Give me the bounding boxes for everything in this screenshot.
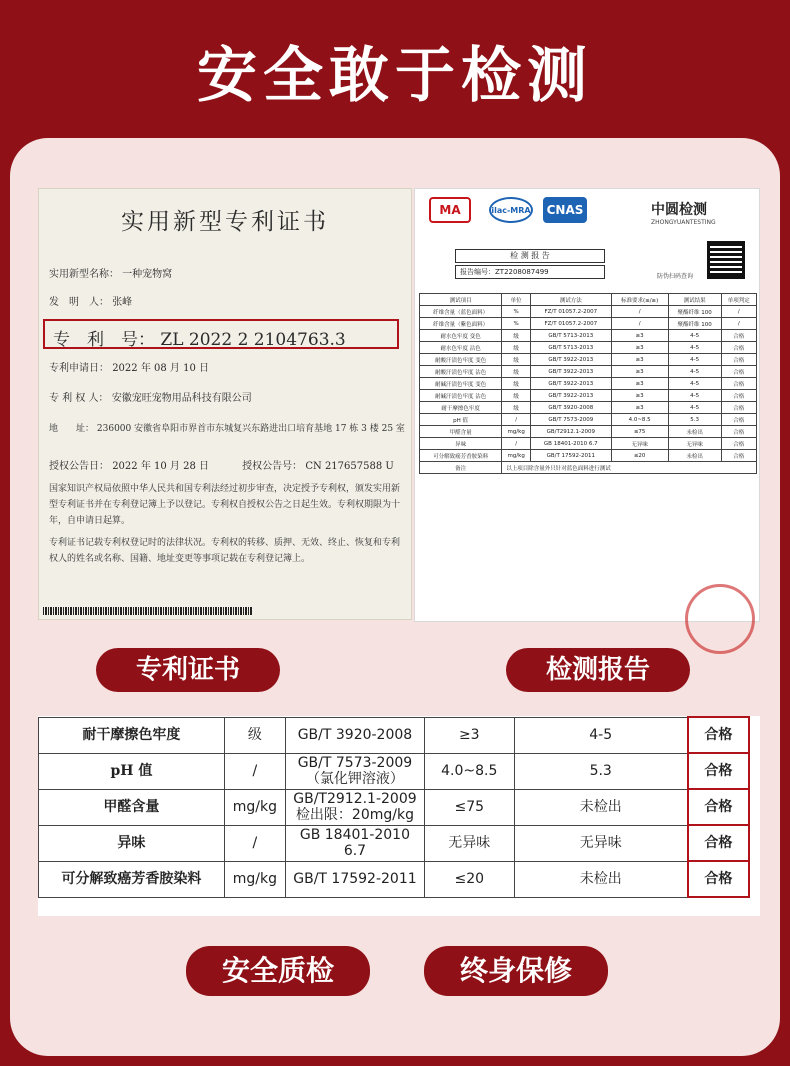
report-table-cell: 4-5 xyxy=(668,402,721,414)
report-table-cell: 4.0~8.5 xyxy=(611,414,668,426)
report-table-cell: 级 xyxy=(502,354,531,366)
report-table-cell: ≥3 xyxy=(611,378,668,390)
barcode-icon xyxy=(43,607,253,615)
zoomed-table-cell: pH 值 xyxy=(39,753,225,789)
report-table-cell: 级 xyxy=(502,330,531,342)
report-table-cell: 合格 xyxy=(721,366,756,378)
report-table-cell: 合格 xyxy=(721,426,756,438)
certificate-address-label: 地 址： xyxy=(49,424,95,434)
report-table-cell: 聚酯纤维 100 xyxy=(668,318,721,330)
report-table-cell: 合格 xyxy=(721,414,756,426)
certificate-name-label: 实用新型名称： xyxy=(49,269,119,280)
cnas-logo-icon: CNAS xyxy=(543,197,587,223)
zoomed-table-cell: mg/kg xyxy=(224,861,285,897)
report-remark-value: 以上项目除含量外只针对蓝色面料进行测试 xyxy=(502,462,757,474)
report-table-cell: GB/T 5713-2013 xyxy=(531,342,611,354)
zoomed-table-cell: 未检出 xyxy=(514,861,688,897)
zoomed-table-row xyxy=(39,753,750,789)
certificate-owner-label: 专 利 权 人： xyxy=(49,393,109,404)
report-table-cell: 甲醛含量 xyxy=(420,426,502,438)
report-table-cell: pH 值 xyxy=(420,414,502,426)
report-table-cell: 未检出 xyxy=(668,450,721,462)
report-table-cell: GB/T 5713-2013 xyxy=(531,330,611,342)
certificate-owner-row xyxy=(49,389,252,404)
report-table-cell: ≥3 xyxy=(611,366,668,378)
zoomed-table-cell: / xyxy=(224,753,285,789)
report-table-cell: GB/T 3922-2013 xyxy=(531,390,611,402)
zoomed-table-cell: 耐干摩擦色牢度 xyxy=(39,717,225,753)
certificate-patent-row xyxy=(53,325,346,350)
report-header-cell: 测试方法 xyxy=(531,294,611,306)
report-table-cell: GB/T2912.1-2009 xyxy=(531,426,611,438)
report-table-cell: 4-5 xyxy=(668,378,721,390)
certificate-grant-no-value: CN 217657588 U xyxy=(305,461,394,472)
report-number: 报告编号：ZT2208087499 xyxy=(455,265,605,279)
report-table-row xyxy=(420,414,757,426)
patent-certificate-image xyxy=(38,188,412,620)
certificate-name-row xyxy=(49,265,172,280)
report-table-cell: ≤75 xyxy=(611,426,668,438)
certificate-inventor-label: 发 明 人： xyxy=(49,297,109,308)
report-table-cell: GB/T 3922-2013 xyxy=(531,378,611,390)
report-table-cell: GB/T 17592-2011 xyxy=(531,450,611,462)
zoomed-table-cell: 4.0~8.5 xyxy=(424,753,514,789)
report-brand: 中圆检测 xyxy=(651,202,707,218)
report-header-cell: 标准要求(≤/≥) xyxy=(611,294,668,306)
report-table-cell: 纤维含量（蓝色面料） xyxy=(420,306,502,318)
report-table-cell: 级 xyxy=(502,378,531,390)
zoomed-method-cell xyxy=(286,789,425,825)
certificate-apply-row xyxy=(49,359,209,374)
report-table-cell: 无异味 xyxy=(668,438,721,450)
report-table-cell: ≤20 xyxy=(611,450,668,462)
ilac-logo-icon: ilac-MRA xyxy=(489,197,533,223)
cma-logo-icon: MA xyxy=(429,197,471,223)
report-table-cell: ≥3 xyxy=(611,402,668,414)
zoomed-method-cell xyxy=(286,825,425,861)
report-table-cell: 耐碱汗渍色牢度 变色 xyxy=(420,378,502,390)
report-header-cell: 单项判定 xyxy=(721,294,756,306)
report-table-cell: 聚酯纤维 100 xyxy=(668,306,721,318)
report-table-cell: mg/kg xyxy=(502,426,531,438)
report-table-cell: 4-5 xyxy=(668,342,721,354)
zoomed-method-cell xyxy=(286,753,425,789)
report-table-cell: 级 xyxy=(502,402,531,414)
zoomed-table-cell: / xyxy=(224,825,285,861)
anti-fake-text: 防伪扫码查询 xyxy=(657,273,694,280)
report-table-cell: 合格 xyxy=(721,390,756,402)
report-table-row xyxy=(420,354,757,366)
zoomed-method-note: （氯化钾溶液） xyxy=(305,771,404,787)
pass-verdict-cell: 合格 xyxy=(688,825,749,861)
report-table-cell: 合格 xyxy=(721,450,756,462)
report-table-cell: 4-5 xyxy=(668,390,721,402)
pass-verdict-cell: 合格 xyxy=(688,717,749,753)
test-report-image xyxy=(414,188,760,622)
zoomed-table-cell: 可分解致癌芳香胺染料 xyxy=(39,861,225,897)
report-table-cell: 级 xyxy=(502,342,531,354)
report-table-cell: 合格 xyxy=(721,354,756,366)
zoomed-method-text: GB/T 17592-2011 xyxy=(293,871,417,887)
zoomed-method-text: GB/T 3920-2008 xyxy=(297,727,413,743)
report-table-cell: GB/T 7573-2009 xyxy=(531,414,611,426)
certificate-title: 实用新型专利证书 xyxy=(121,209,329,235)
report-table-cell: / xyxy=(611,318,668,330)
report-table-row xyxy=(420,366,757,378)
report-table-row xyxy=(420,426,757,438)
zoomed-table-cell: 无异味 xyxy=(514,825,688,861)
qr-code-icon xyxy=(707,241,745,279)
zoomed-method-note: 检出限：20mg/kg xyxy=(295,807,414,823)
zoomed-method-cell xyxy=(286,861,425,897)
report-table-cell: 合格 xyxy=(721,342,756,354)
zoomed-table-row xyxy=(39,861,750,897)
report-remark-row xyxy=(420,462,757,474)
certificate-patent-value: ZL 2022 2 2104763.3 xyxy=(160,330,346,350)
report-table-cell: 异味 xyxy=(420,438,502,450)
report-table-cell: 级 xyxy=(502,366,531,378)
report-table-row xyxy=(420,390,757,402)
report-table-cell: 无异味 xyxy=(611,438,668,450)
patent-certificate-label: 专利证书 xyxy=(96,648,280,692)
pass-verdict-cell: 合格 xyxy=(688,861,749,897)
report-table-row xyxy=(420,438,757,450)
report-table-cell: GB/T 3922-2013 xyxy=(531,366,611,378)
report-table-cell: FZ/T 01057.2-2007 xyxy=(531,306,611,318)
zoomed-table-cell: 未检出 xyxy=(514,789,688,825)
zoomed-table-cell: ≤20 xyxy=(424,861,514,897)
report-table-cell: % xyxy=(502,306,531,318)
report-title: 检 测 报 告 xyxy=(455,249,605,263)
report-table-cell: GB/T 3922-2013 xyxy=(531,354,611,366)
report-table-cell: ≥3 xyxy=(611,390,668,402)
certificate-address-row xyxy=(49,421,405,437)
certificate-patent-label: 专 利 号： xyxy=(53,330,155,350)
certificate-grant-label: 授权公告日： xyxy=(49,461,109,472)
report-table-cell: / xyxy=(721,318,756,330)
report-table-row xyxy=(420,306,757,318)
zoomed-test-table xyxy=(38,716,760,916)
report-table-cell: ≥3 xyxy=(611,354,668,366)
certificate-grant-row xyxy=(49,457,394,472)
zoomed-method-cell xyxy=(286,717,425,753)
report-table-cell: 可分解致癌芳香胺染料 xyxy=(420,450,502,462)
report-table-row xyxy=(420,342,757,354)
report-table-cell: mg/kg xyxy=(502,450,531,462)
zoomed-table-cell: 无异味 xyxy=(424,825,514,861)
zoomed-table-row xyxy=(39,825,750,861)
zoomed-table-cell: 甲醛含量 xyxy=(39,789,225,825)
report-table-cell: 5.3 xyxy=(668,414,721,426)
report-table-cell: / xyxy=(502,414,531,426)
certificate-grant-value: 2022 年 10 月 28 日 xyxy=(112,461,209,472)
zoomed-method-note: 6.7 xyxy=(343,843,367,859)
report-table-cell: 纤维含量（紫色面料） xyxy=(420,318,502,330)
certificate-name-value: 一种宠物窝 xyxy=(122,269,173,280)
zoomed-method-text: GB/T 7573-2009 xyxy=(297,755,413,771)
report-table-cell: GB/T 3920-2008 xyxy=(531,402,611,414)
certificate-inventor-value: 张峰 xyxy=(112,297,133,308)
lifetime-warranty-label: 终身保修 xyxy=(424,946,608,996)
certificate-paragraph-2: 专利证书记载专利权登记时的法律状况。专利权的转移、质押、无效、终止、恢复和专利权人的姓名或名称、国籍、地址变更等事项记载在专利登记簿上。 xyxy=(49,538,401,564)
pass-verdict-cell: 合格 xyxy=(688,789,749,825)
zoomed-table-cell: mg/kg xyxy=(224,789,285,825)
report-table-cell: 未检出 xyxy=(668,426,721,438)
report-table-cell: 耐酸汗渍色牢度 变色 xyxy=(420,354,502,366)
report-table-cell: ≥3 xyxy=(611,342,668,354)
report-table-row xyxy=(420,318,757,330)
zoomed-method-text: GB 18401-2010 xyxy=(299,827,410,843)
content-card xyxy=(10,138,780,1056)
quality-check-label: 安全质检 xyxy=(186,946,370,996)
certificate-inventor-row xyxy=(49,293,132,308)
report-table-cell: 合格 xyxy=(721,378,756,390)
report-table-cell: 级 xyxy=(502,390,531,402)
report-header-cell: 测试项目 xyxy=(420,294,502,306)
report-table-cell: / xyxy=(611,306,668,318)
report-table-cell: 合格 xyxy=(721,330,756,342)
certificate-address-value: 236000 安徽省阜阳市界首市东城复兴东路进出口培育基地 17 栋 3 楼 25 室 xyxy=(96,424,405,434)
report-brand-sub: ZHONGYUANTESTING xyxy=(651,219,716,226)
seal-stamp-icon xyxy=(685,584,755,654)
report-header-cell: 测试结果 xyxy=(668,294,721,306)
test-report-label: 检测报告 xyxy=(506,648,690,692)
report-remark-label: 备注 xyxy=(420,462,502,474)
report-table-cell: 耐水色牢度 沾色 xyxy=(420,342,502,354)
pass-verdict-cell: 合格 xyxy=(688,753,749,789)
report-table-cell: GB 18401-2010 6.7 xyxy=(531,438,611,450)
report-table-cell: 4-5 xyxy=(668,354,721,366)
report-table-cell: / xyxy=(721,306,756,318)
zoomed-table xyxy=(38,716,750,898)
certificate-apply-label: 专利申请日： xyxy=(49,363,109,374)
report-table-cell: 4-5 xyxy=(668,366,721,378)
report-table xyxy=(419,293,757,474)
report-table-cell: 合格 xyxy=(721,402,756,414)
zoomed-table-cell: 级 xyxy=(224,717,285,753)
zoomed-table-cell: ≥3 xyxy=(424,717,514,753)
zoomed-table-row xyxy=(39,789,750,825)
report-table-cell: ≥3 xyxy=(611,330,668,342)
page-title: 安全敢于检测 xyxy=(197,41,593,111)
zoomed-table-cell: 5.3 xyxy=(514,753,688,789)
certificate-apply-value: 2022 年 08 月 10 日 xyxy=(112,363,209,374)
report-table-row xyxy=(420,378,757,390)
zoomed-table-cell: ≤75 xyxy=(424,789,514,825)
certificate-paragraph-1: 国家知识产权局依照中华人民共和国专利法经过初步审查，决定授予专利权，颁发实用新型专利证书并在专利登记簿上予以登记。专利权自授权公告之日起生效。专利权期限为十年，自申请日起算。 xyxy=(49,484,401,526)
report-table-cell: 耐碱汗渍色牢度 沾色 xyxy=(420,390,502,402)
report-table-row xyxy=(420,330,757,342)
zoomed-table-cell: 4-5 xyxy=(514,717,688,753)
report-table-row xyxy=(420,402,757,414)
report-table-cell: 4-5 xyxy=(668,330,721,342)
report-header-cell: 单位 xyxy=(502,294,531,306)
report-table-cell: 耐水色牢度 变色 xyxy=(420,330,502,342)
certificate-owner-value: 安徽宠旺宠物用品科技有限公司 xyxy=(111,393,252,404)
zoomed-method-text: GB/T2912.1-2009 xyxy=(293,791,417,807)
certificate-grant-no-label: 授权公告号： xyxy=(242,461,303,472)
report-table-header xyxy=(420,294,757,306)
report-table-cell: FZ/T 01057.2-2007 xyxy=(531,318,611,330)
report-table-cell: % xyxy=(502,318,531,330)
report-table-cell: 耐干摩擦色牢度 xyxy=(420,402,502,414)
report-table-row xyxy=(420,450,757,462)
report-table-cell: / xyxy=(502,438,531,450)
report-table-cell: 合格 xyxy=(721,438,756,450)
zoomed-table-cell: 异味 xyxy=(39,825,225,861)
zoomed-table-row xyxy=(39,717,750,753)
report-table-cell: 耐酸汗渍色牢度 沾色 xyxy=(420,366,502,378)
